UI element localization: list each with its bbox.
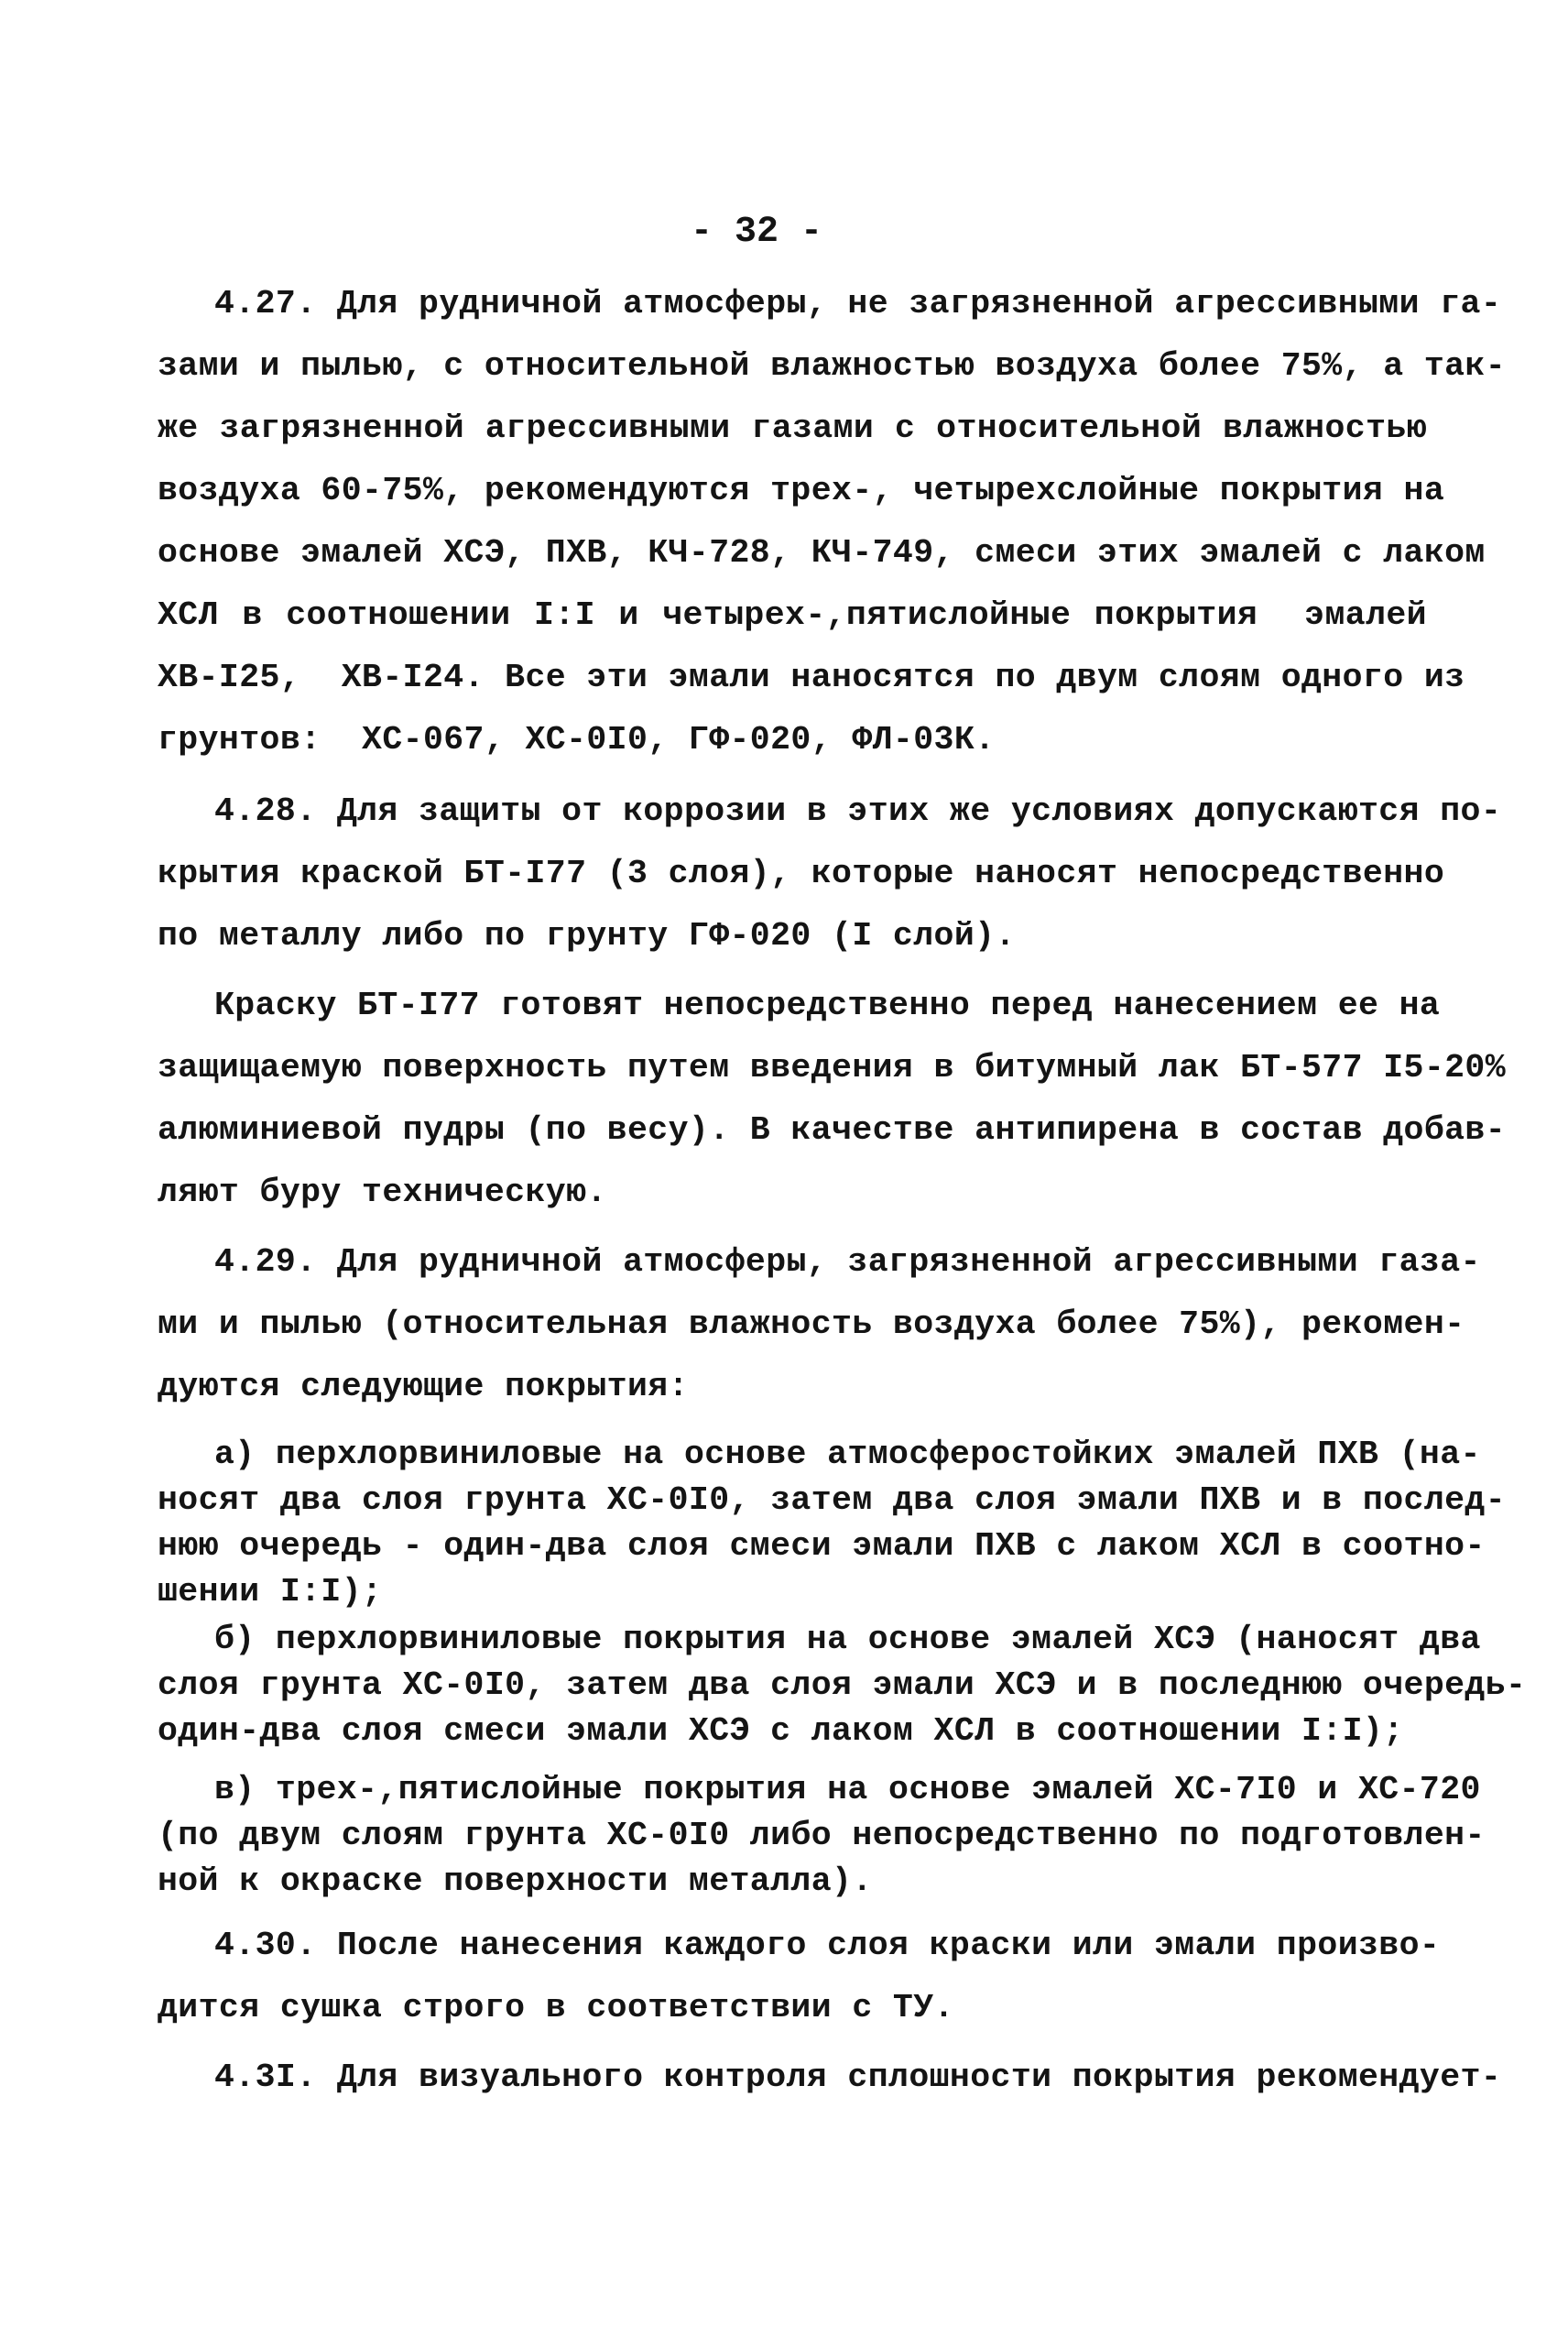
list-item-v-line: (по двум слоям грунта ХС-0I0 либо непосредственно по подготовлен- [158, 1817, 1486, 1854]
paragraph-4-30-line: 4.30. После нанесения каждого слоя краски или эмали произво- [214, 1927, 1441, 1964]
list-item-v-line: ной к окраске поверхности металла). [158, 1862, 873, 1900]
paragraph-4-29-line: ми и пылью (относительная влажность воздуха более 75%), рекомен- [158, 1305, 1465, 1343]
paragraph-bt177-line: Краску БТ-I77 готовят непосредственно перед нанесением ее на [214, 987, 1441, 1024]
paragraph-4-28-line: по металлу либо по грунту ГФ-020 (I слой). [158, 917, 1016, 955]
list-item-a-line: а) перхлорвиниловые на основе атмосферостойких эмалей ПХВ (на- [214, 1436, 1481, 1473]
paragraph-4-29-line: дуются следующие покрытия: [158, 1368, 689, 1405]
paragraph-4-27-line: грунтов: ХС-067, ХС-0I0, ГФ-020, ФЛ-03К. [158, 721, 996, 759]
paragraph-bt177-line: ляют буру техническую. [158, 1174, 607, 1211]
paragraph-4-27-line: 4.27. Для рудничной атмосферы, не загрязненной агрессивными га- [214, 285, 1502, 322]
paragraph-4-27-line: же загрязненной агрессивными газами с относительной влажностью [158, 410, 1427, 447]
list-item-a-line: шении I:I); [158, 1573, 383, 1611]
paragraph-bt177-line: алюминиевой пудры (по весу). В качестве антипирена в состав добав- [158, 1111, 1507, 1149]
list-item-a-line: носят два слоя грунта ХС-0I0, затем два слоя эмали ПХВ и в послед- [158, 1481, 1507, 1519]
paragraph-4-27-line: зами и пылью, с относительной влажностью воздуха более 75%, а так- [158, 347, 1507, 385]
list-item-b-line: один-два слоя смеси эмали ХСЭ с лаком ХСЛ в соотношении I:I); [158, 1712, 1404, 1750]
paragraph-4-28-line: 4.28. Для защиты от коррозии в этих же условиях допускаются по- [214, 792, 1502, 830]
paragraph-4-27-line: ХСЛ в соотношении I:I и четырех-,пятислойные покрытия эмалей [158, 596, 1427, 634]
paragraph-bt177-line: защищаемую поверхность путем введения в битумный лак БТ-577 I5-20% [158, 1049, 1507, 1087]
list-item-v-line: в) трех-,пятислойные покрытия на основе эмалей ХС-7I0 и ХС-720 [214, 1771, 1481, 1808]
page-number: - 32 - [690, 212, 823, 253]
paragraph-4-29-line: 4.29. Для рудничной атмосферы, загрязненной агрессивными газа- [214, 1243, 1481, 1281]
paragraph-4-27-line: основе эмалей ХСЭ, ПХВ, КЧ-728, КЧ-749, смеси этих эмалей с лаком [158, 534, 1486, 572]
list-item-b-line: б) перхлорвиниловые покрытия на основе эмалей ХСЭ (наносят два [214, 1621, 1481, 1658]
paragraph-4-27-line: воздуха 60-75%, рекомендуются трех-, четырехслойные покрытия на [158, 472, 1445, 509]
paragraph-4-28-line: крытия краской БТ-I77 (3 слоя), которые наносят непосредственно [158, 855, 1445, 892]
list-item-b-line: слоя грунта ХС-0I0, затем два слоя эмали ХСЭ и в последнюю очередь- [158, 1666, 1527, 1704]
paragraph-4-31-line: 4.3I. Для визуального контроля сплошности покрытия рекомендует- [214, 2058, 1502, 2096]
list-item-a-line: нюю очередь - один-два слоя смеси эмали ПХВ с лаком ХСЛ в соотно- [158, 1527, 1486, 1565]
paragraph-4-27-line: ХВ-I25, ХВ-I24. Все эти эмали наносятся по двум слоям одного из [158, 659, 1465, 696]
paragraph-4-30-line: дится сушка строго в соответствии с ТУ. [158, 1989, 954, 2026]
